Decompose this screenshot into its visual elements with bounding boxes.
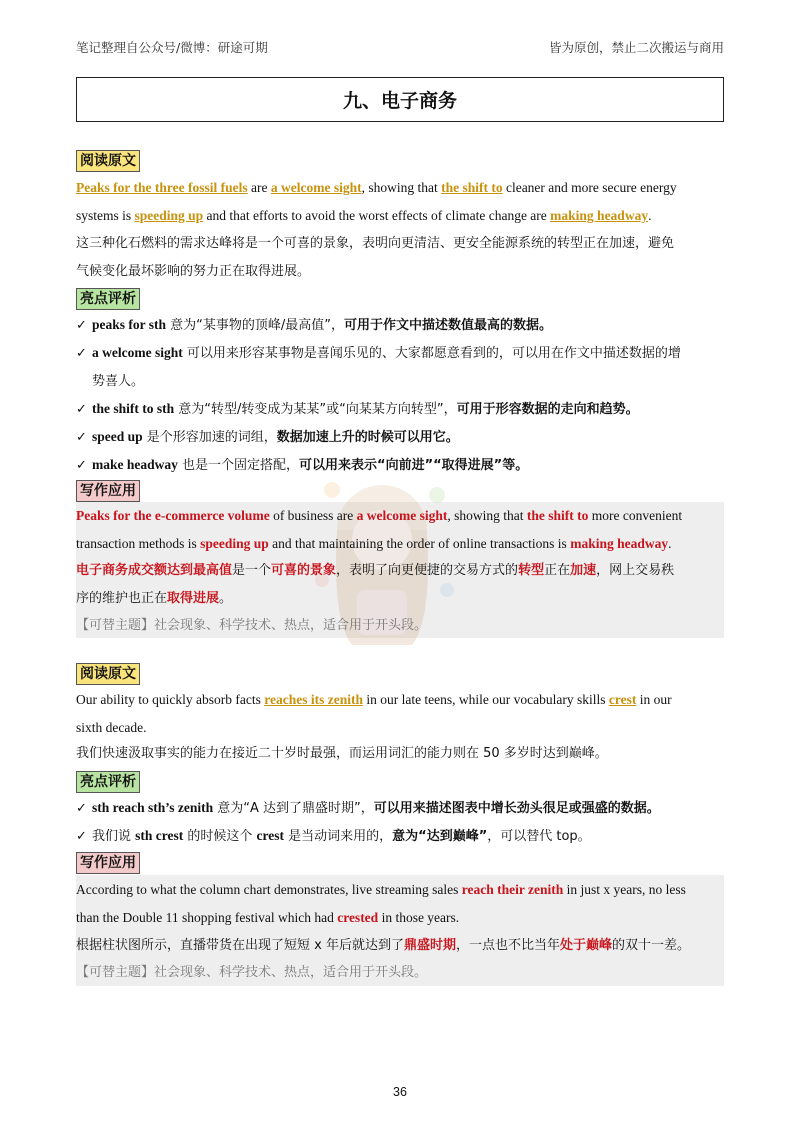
reading-en-2: Our ability to quickly absorb facts reaches its zenith in our late teens, while our vocabulary skills crest in our sixth decade. — [76, 692, 672, 735]
list-item: ✓ make headway 也是一个固定搭配，可以用来表示“向前进”“取得进展”等。 — [76, 457, 529, 473]
reading-tag-1: 阅读原文 — [76, 150, 140, 172]
highlight-tag-2: 亮点评析 — [76, 771, 140, 793]
writing-cn-2: 根据柱状图所示，直播带货在出现了短短 x 年后就达到了鼎盛时期，一点也不比当年处于巅峰的双十一差。 — [76, 938, 691, 953]
list-item: ✓ speed up 是个形容加速的词组，数据加速上升的时候可以用它。 — [76, 429, 459, 445]
chapter-title-box — [76, 77, 724, 122]
list-item: ✓ the shift to sth 意为“转型/转变成为某某”或“向某某方向转型”，可用于形容数据的走向和趋势。 — [76, 401, 639, 417]
writing-tag-2: 写作应用 — [76, 852, 140, 874]
list-item: ✓ 我们说 sth crest 的时候这个 crest 是当动词来用的，意为“达到巅峰”，可以替代 top。 — [76, 828, 591, 844]
writing-en-1: Peaks for the e-commerce volume of business are a welcome sight, showing that the shift to more convenient transaction methods is speeding up and that maintaining the order of online transactions is making headway. — [76, 508, 683, 551]
writing-en-2: According to what the column chart demonstrates, live streaming sales reach their zenith in just x years, no less than the Double 11 shopping festival which had crested in those years. — [76, 882, 686, 925]
alt-topic-2: 【可替主题】社会现象、科学技术、热点，适合用于开头段。 — [76, 965, 428, 980]
alt-topic-1: 【可替主题】社会现象、科学技术、热点，适合用于开头段。 — [76, 618, 428, 633]
writing-tag-1: 写作应用 — [76, 480, 140, 502]
header-left: 笔记整理自公众号/微博：研途可期 — [76, 40, 268, 55]
chapter-title: 九、电子商务 — [342, 90, 457, 112]
reading-en-1: Peaks for the three fossil fuels are a welcome sight, showing that the shift to cleaner and more secure energy systems is speeding up and that efforts to avoid the worst effects of climate change are making headway. — [76, 180, 677, 223]
list-item: ✓ sth reach sth’s zenith 意为“A 达到了鼎盛时期”，可以用来描述图表中增长劲头很足或强盛的数据。 — [76, 800, 660, 816]
header-right: 皆为原创，禁止二次搬运与商用 — [548, 40, 724, 55]
highlight-tag-1: 亮点评析 — [76, 288, 140, 310]
reading-cn-1: 这三种化石燃料的需求达峰将是一个可喜的景象，表明向更清洁、更安全能源系统的转型正在加速，避免 气候变化最坏影响的努力正在取得进展。 — [76, 236, 675, 279]
page-number: 36 — [393, 1085, 407, 1099]
writing-cn-1: 电子商务成交额达到最高值是一个可喜的景象，表明了向更便捷的交易方式的转型正在加速，网上交易秩 序的维护也正在取得进展。 — [76, 563, 675, 606]
reading-tag-2: 阅读原文 — [76, 663, 140, 685]
reading-cn-2: 我们快速汲取事实的能力在接近二十岁时最强，而运用词汇的能力则在 50 多岁时达到巅峰。 — [76, 746, 608, 761]
list-item: ✓ a welcome sight 可以用来形容某事物是喜闻乐见的、大家都愿意看到的，可以用在作文中描述数据的增 势喜人。 — [76, 345, 681, 389]
list-item: ✓ peaks for sth 意为“某事物的顶峰/最高值”，可用于作文中描述数值最高的数据。 — [76, 317, 553, 333]
